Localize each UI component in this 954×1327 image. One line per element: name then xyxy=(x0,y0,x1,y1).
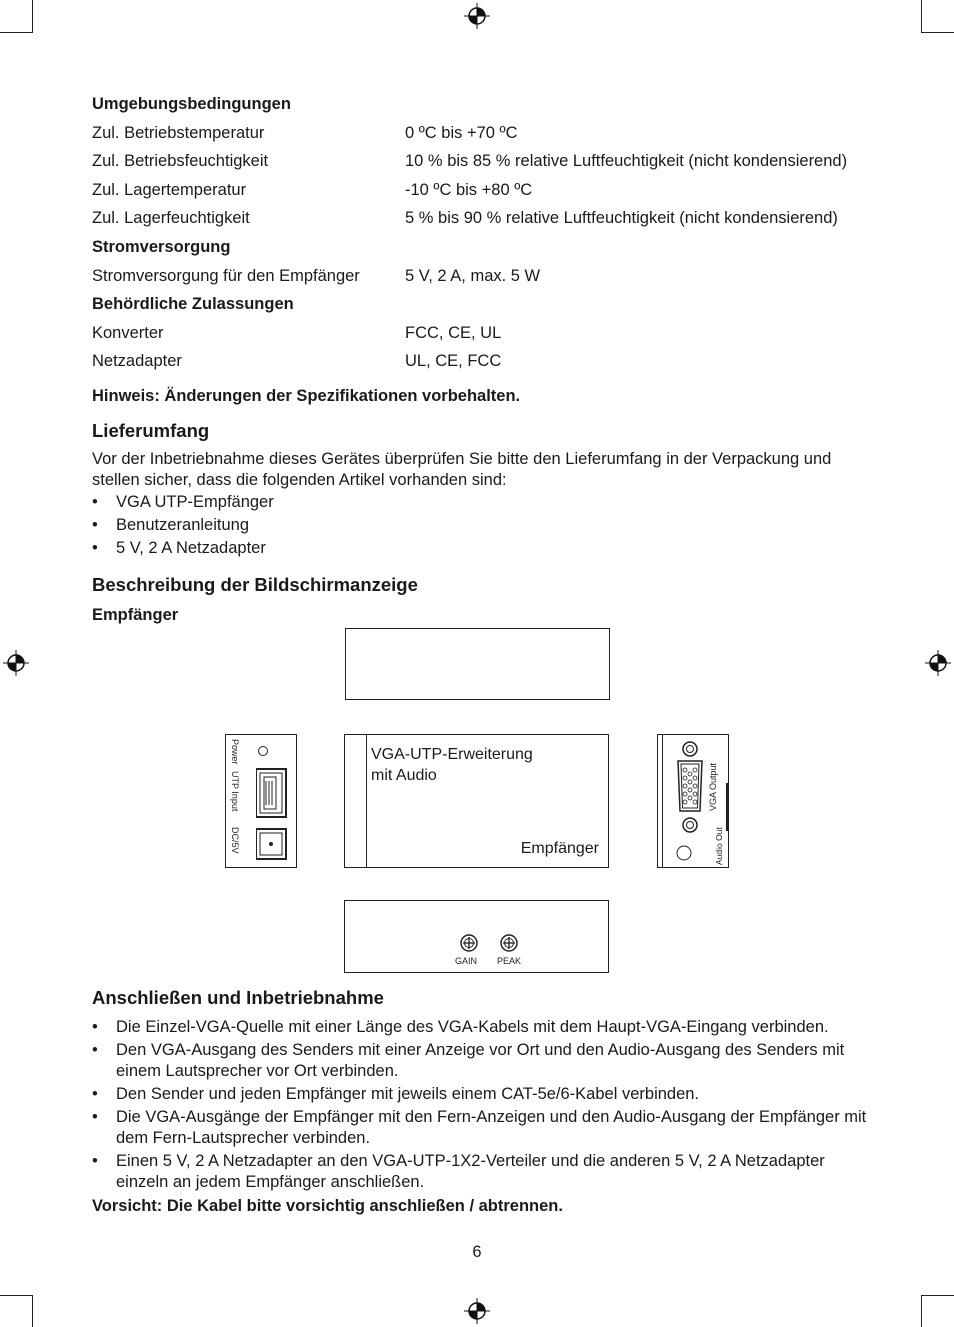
top-view-box xyxy=(345,628,610,700)
crop-mark xyxy=(32,0,33,33)
receiver-front-panel xyxy=(344,734,609,868)
spec-value: UL, CE, FCC xyxy=(405,352,502,370)
vga-output-label: VGA Output xyxy=(708,762,718,811)
registration-mark-icon xyxy=(3,650,29,676)
utp-input-label: UTP Input xyxy=(230,771,240,812)
spec-label: Zul. Lagertemperatur xyxy=(92,181,247,199)
spec-value: 0 ºC bis +70 ºC xyxy=(405,124,518,142)
list-item: • Die Einzel-VGA-Quelle mit einer Länge des VGA-Kabels mit dem Haupt-VGA-Eingang verbinden. xyxy=(92,1017,872,1038)
gain-knob-icon xyxy=(459,933,479,953)
list-item: • Die VGA-Ausgänge der Empfänger mit den Fern-Anzeigen und den Audio-Ausgang der Empfänger mit dem Fern-Lautsprecher verbinden. xyxy=(92,1107,872,1149)
registration-mark-icon xyxy=(464,1298,490,1324)
list-item: • Den Sender und jeden Empfänger mit jeweils einem CAT-5e/6-Kabel verbinden. xyxy=(92,1084,872,1105)
contents-heading: Lieferumfang xyxy=(92,420,210,441)
approvals-heading: Behördliche Zulassungen xyxy=(92,295,294,313)
contents-intro: Vor der Inbetriebnahme dieses Gerätes überprüfen Sie bitte den Lieferumfang in der Verpackung und stellen sicher, dass die folgenden Artikel vorhanden sind: xyxy=(92,450,832,489)
connect-heading: Anschließen und Inbetriebnahme xyxy=(92,987,384,1008)
spec-value: 10 % bis 85 % relative Luftfeuchtigkeit (nicht kondensierend) xyxy=(405,152,848,170)
spec-value: 5 V, 2 A, max. 5 W xyxy=(405,267,541,285)
peak-knob-icon xyxy=(499,933,519,953)
left-panel xyxy=(225,734,297,868)
receiver-bottom-panel xyxy=(344,900,609,973)
description-heading: Beschreibung der Bildschirmanzeige xyxy=(92,574,418,595)
rj45-port-icon xyxy=(256,743,296,863)
list-item: • Benutzeranleitung xyxy=(92,515,692,536)
crop-mark xyxy=(32,1295,33,1327)
power-label: Power xyxy=(230,739,240,765)
connect-list xyxy=(92,1017,872,1193)
peak-label: PEAK xyxy=(497,956,522,966)
right-panel xyxy=(657,734,729,868)
spec-label: Konverter xyxy=(92,324,164,342)
list-item: • Den VGA-Ausgang des Senders mit einer Anzeige vor Ort und den Audio-Ausgang des Senders mit einem Lautsprecher vor Ort verbinden. xyxy=(92,1040,872,1082)
vga-port-icon xyxy=(672,737,712,867)
crop-mark xyxy=(921,32,954,33)
spec-value: 5 % bis 90 % relative Luftfeuchtigkeit (nicht kondensierend) xyxy=(405,209,838,227)
env-heading: Umgebungsbedingungen xyxy=(92,95,291,113)
crop-mark xyxy=(921,0,922,33)
crop-mark xyxy=(921,1295,922,1327)
page-number: 6 xyxy=(472,1243,482,1261)
list-item: • Einen 5 V, 2 A Netzadapter an den VGA-UTP-1X2-Verteiler und die anderen 5 V, 2 A Netzadapter einzeln an jedem Empfänger anschließen. xyxy=(92,1151,872,1193)
dc-label: DC/5V xyxy=(230,827,240,854)
contents-list xyxy=(92,492,692,559)
device-subtitle: Empfänger xyxy=(520,840,599,857)
power-heading: Stromversorgung xyxy=(92,238,231,256)
spec-label: Zul. Betriebsfeuchtigkeit xyxy=(92,152,269,170)
spec-label: Zul. Betriebstemperatur xyxy=(92,124,265,142)
spec-label: Netzadapter xyxy=(92,352,182,370)
list-item: • VGA UTP-Empfänger xyxy=(92,492,692,513)
spec-label: Zul. Lagerfeuchtigkeit xyxy=(92,209,250,227)
spec-value: FCC, CE, UL xyxy=(405,324,502,342)
crop-mark xyxy=(0,32,33,33)
crop-mark xyxy=(0,1295,33,1296)
spec-note: Hinweis: Änderungen der Spezifikationen vorbehalten. xyxy=(92,387,521,405)
caution-note: Vorsicht: Die Kabel bitte vorsichtig anschließen / abtrennen. xyxy=(92,1197,563,1215)
list-item: • 5 V, 2 A Netzadapter xyxy=(92,538,692,559)
gain-label: GAIN xyxy=(455,956,478,966)
spec-value: -10 ºC bis +80 ºC xyxy=(405,181,533,199)
registration-mark-icon xyxy=(925,650,951,676)
spec-label: Stromversorgung für den Empfänger xyxy=(92,267,360,285)
audio-out-label: Audio Out xyxy=(714,827,724,865)
device-title-line2: mit Audio xyxy=(371,767,437,784)
crop-mark xyxy=(921,1295,954,1296)
receiver-subheading: Empfänger xyxy=(92,606,179,624)
device-title-line1: VGA-UTP-Erweiterung xyxy=(371,746,533,763)
registration-mark-icon xyxy=(464,3,490,29)
